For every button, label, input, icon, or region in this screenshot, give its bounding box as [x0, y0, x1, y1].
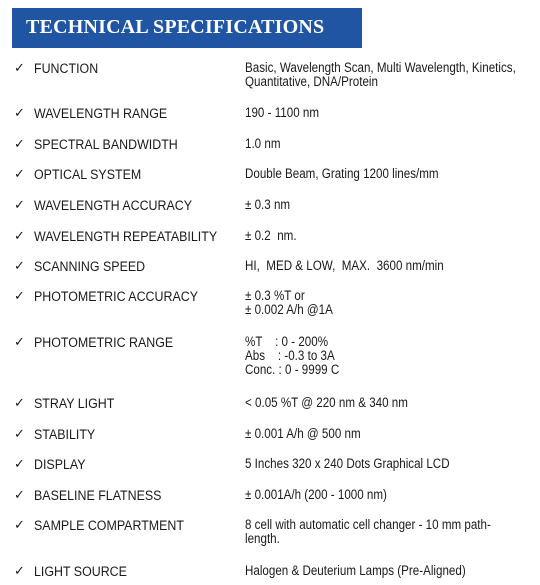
checkmark-icon: ✓	[14, 167, 25, 182]
spec-value-line: 8 cell with automatic cell changer - 10 mm path-	[245, 517, 491, 532]
spec-value	[245, 198, 520, 212]
spec-value-line: 1.0 nm	[245, 136, 281, 151]
checkmark-icon: ✓	[14, 335, 25, 350]
checkmark-icon: ✓	[14, 564, 25, 579]
spec-label: WAVELENGTH REPEATABILITY	[34, 229, 218, 244]
spec-value	[245, 106, 520, 120]
spec-value-line: ± 0.001 A/h @ 500 nm	[245, 426, 361, 441]
spec-value-line: 190 - 1100 nm	[245, 105, 320, 120]
spec-label: SCANNING SPEED	[34, 259, 146, 274]
spec-value-line: Abs : -0.3 to 3A	[245, 348, 335, 363]
spec-label: PHOTOMETRIC ACCURACY	[34, 289, 199, 304]
spec-value-line: length.	[245, 531, 280, 546]
spec-value-line: Basic, Wavelength Scan, Multi Wavelength, Kinetics,	[245, 60, 516, 75]
spec-label: FUNCTION	[34, 61, 99, 76]
spec-value	[245, 137, 520, 151]
spec-value	[245, 427, 520, 441]
spec-label: SPECTRAL BANDWIDTH	[34, 137, 178, 152]
spec-value	[245, 289, 520, 317]
section-header	[12, 8, 362, 48]
spec-label: PHOTOMETRIC RANGE	[34, 335, 174, 350]
checkmark-icon: ✓	[14, 396, 25, 411]
checkmark-icon: ✓	[14, 198, 25, 213]
spec-value	[245, 335, 520, 377]
spec-label: DISPLAY	[34, 457, 86, 472]
spec-value-line: Halogen & Deuterium Lamps (Pre-Aligned)	[245, 563, 466, 578]
spec-label: OPTICAL SYSTEM	[34, 167, 142, 182]
checkmark-icon: ✓	[14, 289, 25, 304]
checkmark-icon: ✓	[14, 488, 25, 503]
spec-label: STABILITY	[34, 427, 96, 442]
spec-value-line: ± 0.3 nm	[245, 197, 291, 212]
checkmark-icon: ✓	[14, 427, 25, 442]
spec-value	[245, 457, 520, 471]
spec-value-line: < 0.05 %T @ 220 nm & 340 nm	[245, 395, 408, 410]
checkmark-icon: ✓	[14, 61, 25, 76]
spec-value	[245, 167, 520, 181]
checkmark-icon: ✓	[14, 229, 25, 244]
spec-value	[245, 488, 520, 502]
spec-value	[245, 61, 520, 89]
spec-value	[245, 518, 520, 546]
spec-value-line: 5 Inches 320 x 240 Dots Graphical LCD	[245, 456, 450, 471]
spec-label: SAMPLE COMPARTMENT	[34, 518, 184, 533]
checkmark-icon: ✓	[14, 106, 25, 121]
spec-value-line: Double Beam, Grating 1200 lines/mm	[245, 166, 439, 181]
spec-value-line: ± 0.3 %T or	[245, 288, 305, 303]
checkmark-icon: ✓	[14, 457, 25, 472]
spec-label: BASELINE FLATNESS	[34, 488, 162, 503]
spec-label: LIGHT SOURCE	[34, 564, 127, 579]
checkmark-icon: ✓	[14, 259, 25, 274]
spec-value-line: %T : 0 - 200%	[245, 334, 329, 349]
spec-label: WAVELENGTH ACCURACY	[34, 198, 193, 213]
page-title: TECHNICAL SPECIFICATIONS	[26, 16, 325, 38]
spec-value	[245, 229, 520, 243]
spec-value	[245, 259, 520, 273]
spec-value	[245, 396, 520, 410]
spec-value-line: ± 0.002 A/h @1A	[245, 302, 333, 317]
spec-value-line: HI, MED & LOW, MAX. 3600 nm/min	[245, 258, 444, 273]
spec-value	[245, 564, 520, 578]
checkmark-icon: ✓	[14, 518, 25, 533]
checkmark-icon: ✓	[14, 137, 25, 152]
spec-value-line: ± 0.001A/h (200 - 1000 nm)	[245, 487, 387, 502]
spec-value-line: Conc. : 0 - 9999 C	[245, 362, 340, 377]
spec-value-line: Quantitative, DNA/Protein	[245, 74, 378, 89]
spec-label: STRAY LIGHT	[34, 396, 115, 411]
spec-value-line: ± 0.2 nm.	[245, 228, 297, 243]
spec-label: WAVELENGTH RANGE	[34, 106, 168, 121]
